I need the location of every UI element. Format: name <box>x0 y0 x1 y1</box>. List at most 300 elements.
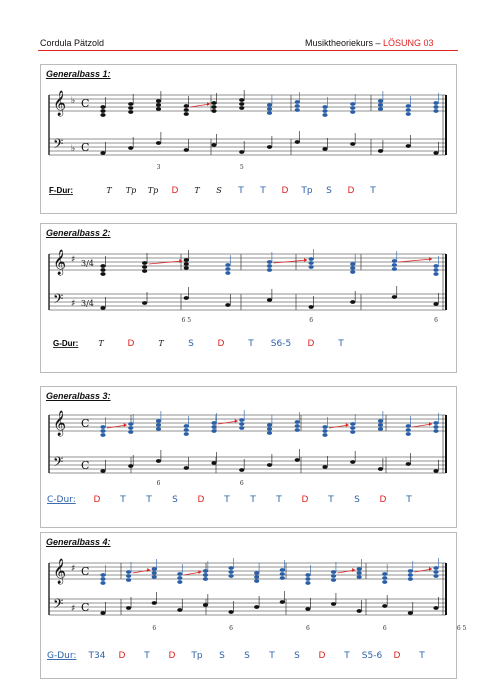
function-symbol: T <box>224 495 230 505</box>
chord-note <box>357 571 362 575</box>
chord-note <box>239 426 244 430</box>
bass-note <box>100 469 105 473</box>
bass-note <box>378 149 383 153</box>
chord-note <box>392 263 397 267</box>
chord-note <box>152 567 157 571</box>
function-symbol: S <box>354 495 360 505</box>
chord-note <box>350 266 355 270</box>
key-label: G-Dur: <box>47 651 77 661</box>
voice-leading-arrow <box>398 259 432 262</box>
chord-note <box>406 108 411 112</box>
chord-note <box>382 576 387 580</box>
chord-note <box>267 268 272 272</box>
bass-note <box>357 609 362 613</box>
exercise-2-score <box>41 224 456 372</box>
function-symbol: D <box>118 651 126 661</box>
arrowhead-icon <box>147 568 150 572</box>
time-signature: 3/4 <box>81 259 94 268</box>
chord-note <box>406 104 411 108</box>
bass-note <box>239 150 244 154</box>
key-label: C-Dur: <box>47 495 76 505</box>
figured-bass-number: 6 <box>434 317 438 324</box>
key-label: G-Dur: <box>53 339 79 348</box>
author-name: Cordula Pätzold <box>40 38 105 48</box>
bass-note <box>156 459 161 463</box>
exercise-3-panel <box>40 386 457 528</box>
header-rule <box>38 50 458 51</box>
chord-note <box>211 109 216 113</box>
chord-note <box>184 108 189 112</box>
figured-bass-number: 6 5 <box>456 625 467 632</box>
chord-note <box>350 422 355 426</box>
chord-note <box>156 107 161 111</box>
function-symbol: T <box>194 186 200 195</box>
chord-note <box>267 431 272 435</box>
chord-note <box>382 572 387 576</box>
chord-note <box>322 433 327 437</box>
exercise-2-panel <box>40 223 457 373</box>
chord-note <box>184 428 189 432</box>
bass-note <box>177 608 182 612</box>
chord-note <box>322 113 327 117</box>
chord-note <box>295 108 300 112</box>
chord-note <box>267 103 272 107</box>
chord-note <box>128 430 133 434</box>
chord-note <box>378 427 383 431</box>
function-symbol: S <box>216 186 222 195</box>
function-symbol: T <box>269 651 275 661</box>
chord-note <box>331 578 336 582</box>
bass-note <box>295 140 300 144</box>
chord-note <box>177 572 182 576</box>
chord-note <box>203 573 208 577</box>
chord-note <box>350 110 355 114</box>
function-symbol: Tp <box>191 651 203 661</box>
chord-note <box>406 424 411 428</box>
course-title <box>305 38 434 48</box>
chord-note <box>350 270 355 274</box>
chord-note <box>254 579 259 583</box>
bass-note <box>128 146 133 150</box>
key-signature-icon: ♯ <box>71 604 76 614</box>
treble-clef-icon: 𝄞 <box>53 91 67 116</box>
function-symbol: S <box>294 651 300 661</box>
bass-note <box>239 468 244 472</box>
chord-note <box>433 566 438 570</box>
bass-note <box>408 611 413 615</box>
bass-note <box>350 300 355 304</box>
bass-clef-icon: 𝄢 <box>53 596 64 615</box>
function-symbol: D <box>307 339 315 349</box>
chord-note <box>331 570 336 574</box>
chord-note <box>378 419 383 423</box>
exercise-1-panel <box>40 64 457 214</box>
chord-note <box>142 261 147 265</box>
chord-note <box>100 109 105 113</box>
chord-note <box>392 267 397 271</box>
figured-bass-number: 6 5 <box>181 317 192 324</box>
bass-note <box>128 464 133 468</box>
chord-note <box>408 569 413 573</box>
function-symbol: T <box>238 186 244 196</box>
bass-note <box>267 463 272 467</box>
arrowhead-icon <box>346 423 349 427</box>
function-symbol: T <box>328 495 334 505</box>
function-symbol: D <box>217 339 225 349</box>
bass-note <box>100 306 105 310</box>
chord-note <box>357 575 362 579</box>
bass-note <box>433 606 438 610</box>
function-symbol: T <box>146 495 152 505</box>
figured-bass-number: 3 <box>156 164 161 171</box>
figured-bass-number: 6 <box>229 625 233 632</box>
bass-note <box>322 147 327 151</box>
key-label: F-Dur: <box>49 186 73 195</box>
chord-note <box>156 103 161 107</box>
chord-note <box>322 429 327 433</box>
arrowhead-icon <box>235 419 238 423</box>
chord-note <box>357 567 362 571</box>
bass-note <box>331 602 336 606</box>
chord-note <box>184 258 189 262</box>
chord-note <box>267 111 272 115</box>
chord-note <box>295 104 300 108</box>
bass-note <box>100 151 105 155</box>
chord-note <box>203 577 208 581</box>
chord-note <box>322 105 327 109</box>
chord-note <box>305 577 310 581</box>
chord-note <box>322 109 327 113</box>
chord-note <box>267 260 272 264</box>
chord-note <box>184 112 189 116</box>
chord-note <box>433 264 438 268</box>
function-symbol: D <box>93 495 101 505</box>
function-symbol: T <box>98 339 104 348</box>
bass-note <box>350 460 355 464</box>
chord-note <box>156 423 161 427</box>
bass-clef-icon: 𝄢 <box>53 136 64 155</box>
chord-note <box>225 263 230 267</box>
chord-note <box>378 423 383 427</box>
chord-note <box>228 570 233 574</box>
chord-note <box>100 573 105 577</box>
chord-note <box>184 424 189 428</box>
bass-note <box>156 141 161 145</box>
chord-note <box>203 569 208 573</box>
chord-note <box>100 425 105 429</box>
chord-note <box>156 419 161 423</box>
function-symbol: S6-5 <box>270 339 292 349</box>
time-signature: C <box>81 97 90 110</box>
figured-bass-number: 6 <box>382 625 387 632</box>
chord-note <box>433 425 438 429</box>
bass-note <box>305 607 310 611</box>
chord-note <box>382 580 387 584</box>
arrowhead-icon <box>198 570 201 574</box>
function-symbol: S <box>188 339 194 349</box>
bass-note <box>267 298 272 302</box>
chord-note <box>295 428 300 432</box>
figured-bass-number: 6 <box>239 480 244 487</box>
function-symbol: T <box>158 339 164 348</box>
chord-note <box>309 257 314 261</box>
bass-clef-icon: 𝄢 <box>53 454 64 473</box>
chord-note <box>322 425 327 429</box>
function-symbol: D <box>168 651 176 661</box>
figured-bass-number: 6 <box>309 317 314 324</box>
chord-note <box>126 574 131 578</box>
function-symbol: Tp <box>301 186 313 196</box>
time-signature: C <box>81 459 90 472</box>
chord-note <box>305 573 310 577</box>
chord-note <box>254 575 259 579</box>
chord-note <box>184 262 189 266</box>
key-signature-icon: ♯ <box>71 299 76 309</box>
chord-note <box>100 581 105 585</box>
chord-note <box>408 573 413 577</box>
chord-note <box>100 577 105 581</box>
time-signature: C <box>81 565 90 578</box>
function-symbol: Tp <box>147 186 159 195</box>
function-symbol: D <box>127 339 135 349</box>
time-signature: 3/4 <box>81 299 94 308</box>
bass-note <box>152 601 157 605</box>
function-symbol: T <box>144 651 150 661</box>
treble-clef-icon: 𝄞 <box>53 559 67 584</box>
bass-note <box>406 144 411 148</box>
bass-note <box>392 295 397 299</box>
chord-note <box>128 110 133 114</box>
function-symbol: D <box>171 186 179 196</box>
voice-leading-arrow <box>274 260 308 263</box>
bass-note <box>203 603 208 607</box>
bass-note <box>295 458 300 462</box>
chord-note <box>142 269 147 273</box>
function-symbol: T <box>344 651 350 661</box>
chord-note <box>239 422 244 426</box>
exercise-3-score <box>41 387 456 527</box>
function-symbol: S <box>172 495 178 505</box>
chord-note <box>433 421 438 425</box>
chord-note <box>100 113 105 117</box>
bass-note <box>228 610 233 614</box>
function-symbol: D <box>379 495 387 505</box>
chord-note <box>433 570 438 574</box>
bass-note <box>100 611 105 615</box>
function-symbol: D <box>197 495 205 505</box>
chord-note <box>433 101 438 105</box>
time-signature: C <box>81 417 90 430</box>
bass-note <box>126 606 131 610</box>
exercise-1-score <box>41 65 456 213</box>
chord-note <box>184 104 189 108</box>
chord-note <box>350 262 355 266</box>
function-symbol: S <box>326 186 332 196</box>
chord-note <box>433 429 438 433</box>
chord-note <box>406 428 411 432</box>
key-signature-icon: ♯ <box>71 255 76 265</box>
chord-note <box>350 430 355 434</box>
chord-note <box>433 272 438 276</box>
chord-note <box>128 102 133 106</box>
chord-note <box>126 570 131 574</box>
exercise-4-panel <box>40 532 467 679</box>
arrowhead-icon <box>429 257 432 261</box>
arrowhead-icon <box>429 567 432 571</box>
function-symbol: Tp <box>125 186 137 195</box>
function-symbol: T34 <box>88 651 106 661</box>
function-symbol: T <box>248 339 254 349</box>
time-signature: C <box>81 601 90 614</box>
chord-note <box>267 264 272 268</box>
chord-note <box>126 578 131 582</box>
bass-note <box>309 305 314 309</box>
bass-note <box>267 145 272 149</box>
function-symbol: T <box>338 339 344 349</box>
chord-note <box>211 101 216 105</box>
chord-note <box>100 105 105 109</box>
chord-note <box>211 425 216 429</box>
bass-note <box>350 142 355 146</box>
exercise-title: Generalbass 2: <box>46 228 111 238</box>
chord-note <box>331 574 336 578</box>
chord-note <box>433 109 438 113</box>
function-symbol: T <box>370 186 376 196</box>
key-signature-icon: ♯ <box>71 564 76 574</box>
chord-note <box>100 268 105 272</box>
chord-note <box>350 426 355 430</box>
chord-note <box>392 259 397 263</box>
bass-note <box>225 303 230 307</box>
chord-note <box>152 571 157 575</box>
arrowhead-icon <box>429 422 432 426</box>
function-symbol: T <box>250 495 256 505</box>
function-symbol: T <box>106 186 112 195</box>
bass-note <box>406 462 411 466</box>
figured-bass-number: 6 <box>156 480 161 487</box>
chord-note <box>295 100 300 104</box>
chord-note <box>100 264 105 268</box>
exercise-title: Generalbass 4: <box>46 537 111 547</box>
chord-note <box>239 106 244 110</box>
function-symbol: D <box>301 495 309 505</box>
chord-note <box>406 112 411 116</box>
function-symbol: T <box>260 186 266 196</box>
bass-note <box>322 465 327 469</box>
chord-note <box>267 427 272 431</box>
chord-note <box>267 423 272 427</box>
chord-note <box>156 99 161 103</box>
chord-note <box>228 574 233 578</box>
chord-note <box>408 577 413 581</box>
chord-note <box>406 432 411 436</box>
bass-note <box>211 143 216 147</box>
chord-note <box>239 418 244 422</box>
function-symbol: S5-6 <box>361 651 383 661</box>
figured-bass-number: 6 <box>152 625 157 632</box>
bass-note <box>378 467 383 471</box>
arrowhead-icon <box>124 423 127 427</box>
bass-note <box>184 148 189 152</box>
chord-note <box>184 432 189 436</box>
chord-note <box>128 106 133 110</box>
bass-note <box>142 301 147 305</box>
function-symbol: S <box>244 651 250 661</box>
chord-note <box>128 422 133 426</box>
function-symbol: T <box>276 495 282 505</box>
chord-note <box>177 576 182 580</box>
chord-note <box>211 421 216 425</box>
bass-note <box>280 600 285 604</box>
chord-note <box>211 105 216 109</box>
solution-label: LÖSUNG 03 <box>383 38 434 48</box>
arrowhead-icon <box>352 568 355 572</box>
chord-note <box>142 265 147 269</box>
chord-note <box>309 265 314 269</box>
function-symbol: D <box>347 186 355 196</box>
chord-note <box>350 102 355 106</box>
function-symbol: T <box>120 495 126 505</box>
figured-bass-number: 5 <box>239 164 244 171</box>
chord-note <box>156 427 161 431</box>
voice-leading-arrow <box>149 261 183 264</box>
bass-note <box>184 296 189 300</box>
function-symbol: S <box>219 651 225 661</box>
chord-note <box>295 424 300 428</box>
time-signature: C <box>81 141 90 154</box>
key-signature-icon: ♭ <box>71 144 76 154</box>
exercise-title: Generalbass 3: <box>46 391 111 401</box>
function-symbol: D <box>393 651 401 661</box>
chord-note <box>378 103 383 107</box>
function-symbol: T <box>406 495 412 505</box>
bass-note <box>254 605 259 609</box>
key-signature-icon: ♭ <box>71 96 76 106</box>
chord-note <box>254 571 259 575</box>
treble-clef-icon: 𝄞 <box>53 250 67 275</box>
bass-note <box>184 466 189 470</box>
chord-note <box>100 272 105 276</box>
chord-note <box>184 266 189 270</box>
chord-note <box>177 580 182 584</box>
chord-note <box>378 99 383 103</box>
function-symbol: D <box>281 186 289 196</box>
figured-bass-number: 6 <box>306 625 310 632</box>
chord-note <box>280 572 285 576</box>
chord-note <box>239 98 244 102</box>
chord-note <box>295 420 300 424</box>
chord-note <box>267 107 272 111</box>
function-symbol: D <box>318 651 326 661</box>
chord-note <box>309 261 314 265</box>
chord-note <box>378 107 383 111</box>
chord-note <box>433 105 438 109</box>
chord-note <box>225 271 230 275</box>
chord-note <box>305 581 310 585</box>
chord-note <box>100 429 105 433</box>
course-name: Musiktheoriekurs – <box>305 38 384 48</box>
function-symbol: T <box>419 651 425 661</box>
chord-note <box>152 575 157 579</box>
chord-note <box>280 568 285 572</box>
chord-note <box>280 576 285 580</box>
chord-note <box>225 267 230 271</box>
exercise-title: Generalbass 1: <box>46 69 111 79</box>
chord-note <box>350 106 355 110</box>
bass-clef-icon: 𝄢 <box>53 291 64 310</box>
chord-note <box>228 566 233 570</box>
treble-clef-icon: 𝄞 <box>53 411 67 436</box>
